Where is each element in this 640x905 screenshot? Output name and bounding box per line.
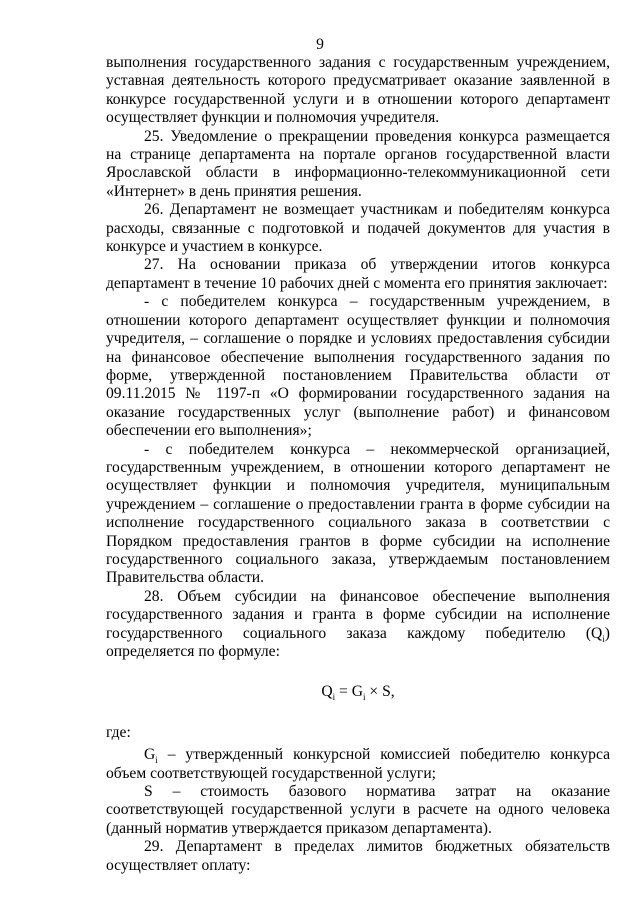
paragraph-28-subscript: i	[602, 633, 605, 644]
page-number: 9	[316, 36, 324, 53]
definition-g-subscript: i	[155, 755, 158, 766]
formula	[106, 683, 610, 701]
definition-g-letter: G	[144, 746, 156, 764]
definition-g-text: – утвержденный конкурсной комиссией победителю конкурса объем соответствующей государственной услуги;	[106, 746, 610, 782]
paragraph-25: 25. Уведомление о прекращении проведения конкурса размещается на странице департамента на портале органов государственной власти Ярославской области в информационно-телекоммуникационной сети «Интернет» в день принятия решения.	[106, 127, 610, 200]
definition-g	[106, 746, 610, 783]
formula-q-subscript: i	[332, 692, 336, 703]
paragraph-27: 27. На основании приказа об утверждении итогов конкурса департамент в течение 10 рабочих дней с момента его принятия заключает:	[106, 256, 610, 292]
paragraph-28-tail: ) определяется по формуле:	[106, 624, 610, 660]
paragraph-28	[106, 588, 610, 662]
document-body	[106, 54, 610, 875]
where-label: где:	[106, 723, 131, 741]
paragraph-27-item-2: - с победителем конкурса – некоммерческой организацией, государственным учреждением, в отношении которого департамент не осуществляет функции и полномочия учредителя, муниципальным учреждением – соглашение о предоставлении гранта в форме субсидии на исполнение государственного социального заказа в соответствии с Порядком предоставления грантов в форме субсидии на исполнение государственного социального заказа, утверждаемым постановлением Правительства области.	[106, 440, 610, 587]
paragraph-29: 29. Департамент в пределах лимитов бюджетных обязательств осуществляет оплату:	[106, 838, 610, 874]
definition-s: S – стоимость базового норматива затрат на оказание соответствующей государственной услуги в расчете на одного человека (данный норматив утверждается приказом департамента).	[106, 783, 610, 837]
paragraph-continuation: выполнения государственного задания с государственным учреждением, уставная деятельность которого предусматривает оказание заявленной в конкурсе государственной услуги и в отношении которого департамент осуществляет функции и полномочия учредителя.	[106, 54, 610, 127]
formula-middle: = G	[335, 683, 363, 701]
formula-q: Q	[321, 683, 333, 701]
paragraph-27-item-1: - с победителем конкурса – государственным учреждением, в отношении которого департамент осуществляет функции и полномочия учредителя, – соглашение о порядке и условиях предоставления субсидии на финансовое обеспечение выполнения государственного задания по форме, утвержденной постановлением Правительства области от 09.11.2015 № 1197-п «О формировании государственного задания на оказание государственных услуг (выполнение работ) и финансовом обеспечении его выполнения»;	[106, 293, 610, 440]
formula-tail: × S,	[365, 683, 395, 701]
paragraph-26: 26. Департамент не возмещает участникам и победителям конкурса расходы, связанные с подготовкой и подачей документов для участия в конкурсе и участием в конкурсе.	[106, 201, 610, 256]
paragraph-28-text: 28. Объем субсидии на финансовое обеспечение выполнения государственного задания и гранта в форме субсидии на исполнение государственного социального заказа каждому победителю (Q	[106, 587, 610, 642]
formula-g-subscript: i	[362, 692, 366, 703]
